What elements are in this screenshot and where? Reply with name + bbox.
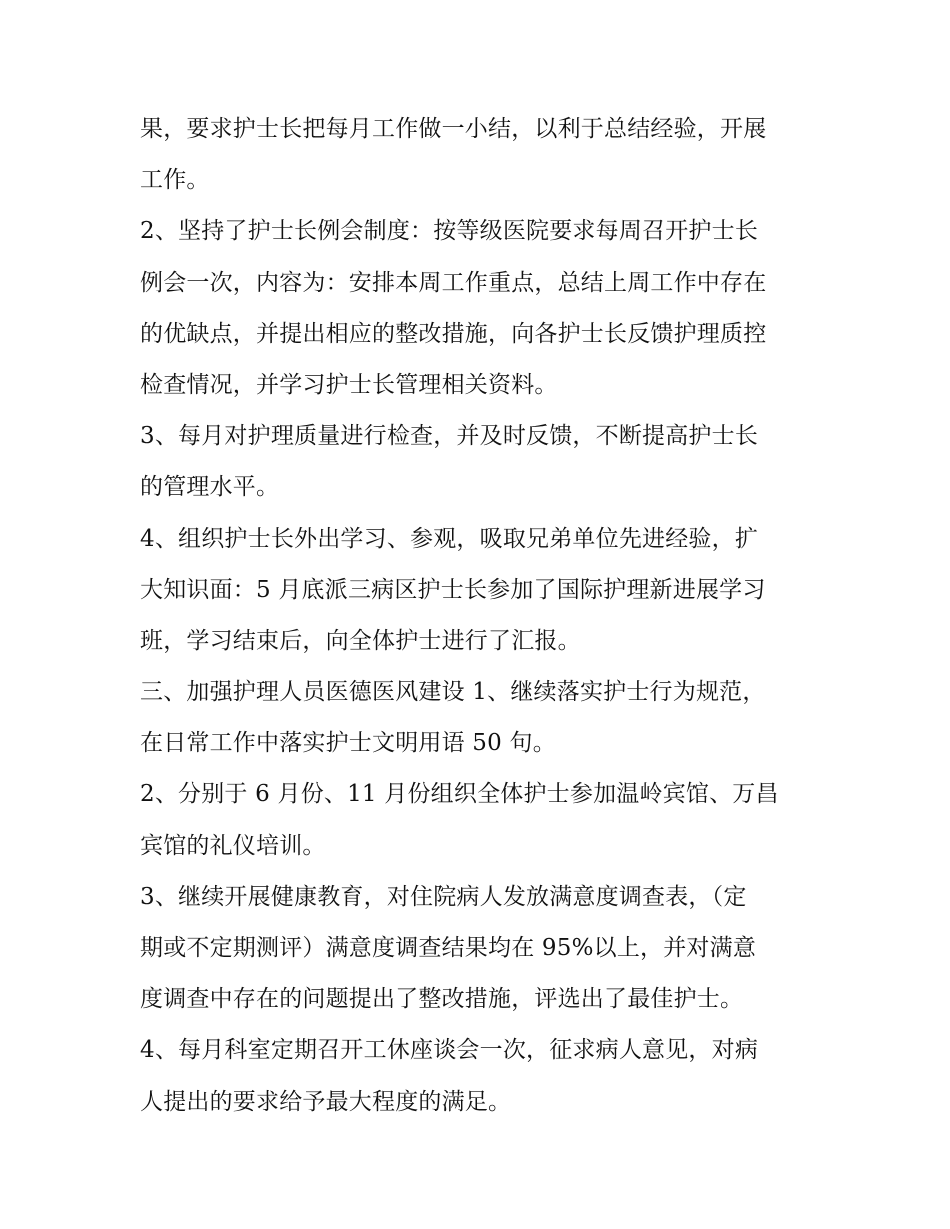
- text-line: 宾馆的礼仪培训。: [140, 832, 326, 859]
- text-line: 班，学习结束后，向全体护士进行了汇报。: [140, 627, 581, 654]
- text-line: 的优缺点，并提出相应的整改措施，向各护士长反馈护理质控: [140, 320, 767, 347]
- text-line: 3、继续开展健康教育，对住院病人发放满意度调查表，（定: [140, 883, 747, 910]
- text-line: 的管理水平。: [140, 474, 280, 501]
- text-line: 4、组织护士长外出学习、参观，吸取兄弟单位先进经验，扩: [140, 525, 759, 552]
- text-line: 大知识面：5 月底派三病区护士长参加了国际护理新进展学习: [140, 576, 766, 603]
- text-line: 在日常工作中落实护士文明用语 50 句。: [140, 730, 556, 757]
- text-line: 4、每月科室定期召开工休座谈会一次，征求病人意见，对病: [140, 1037, 759, 1064]
- text-line: 三、加强护理人员医德医风建设 1、继续落实护士行为规范，: [140, 679, 766, 706]
- text-line: 例会一次，内容为：安排本周工作重点，总结上周工作中存在: [140, 269, 767, 296]
- text-line: 工作。: [140, 167, 210, 194]
- text-line: 2、坚持了护士长例会制度：按等级医院要求每周召开护士长: [140, 218, 759, 245]
- text-line: 果，要求护士长把每月工作做一小结，以利于总结经验，开展: [140, 116, 767, 142]
- text-line: 检查情况，并学习护士长管理相关资料。: [140, 371, 558, 398]
- text-line: 3、每月对护理质量进行检查，并及时反馈，不断提高护士长: [140, 423, 759, 450]
- text-line: 2、分别于 6 月份、11 月份组织全体护士参加温岭宾馆、万昌: [140, 781, 779, 808]
- text-line: 人提出的要求给予最大程度的满足。: [140, 1088, 512, 1115]
- document-body: [140, 104, 830, 1128]
- text-line: 度调查中存在的问题提出了整改措施，评选出了最佳护士。: [140, 986, 744, 1013]
- text-line: 期或不定期测评）满意度调查结果均在 95%以上，并对满意: [140, 935, 757, 961]
